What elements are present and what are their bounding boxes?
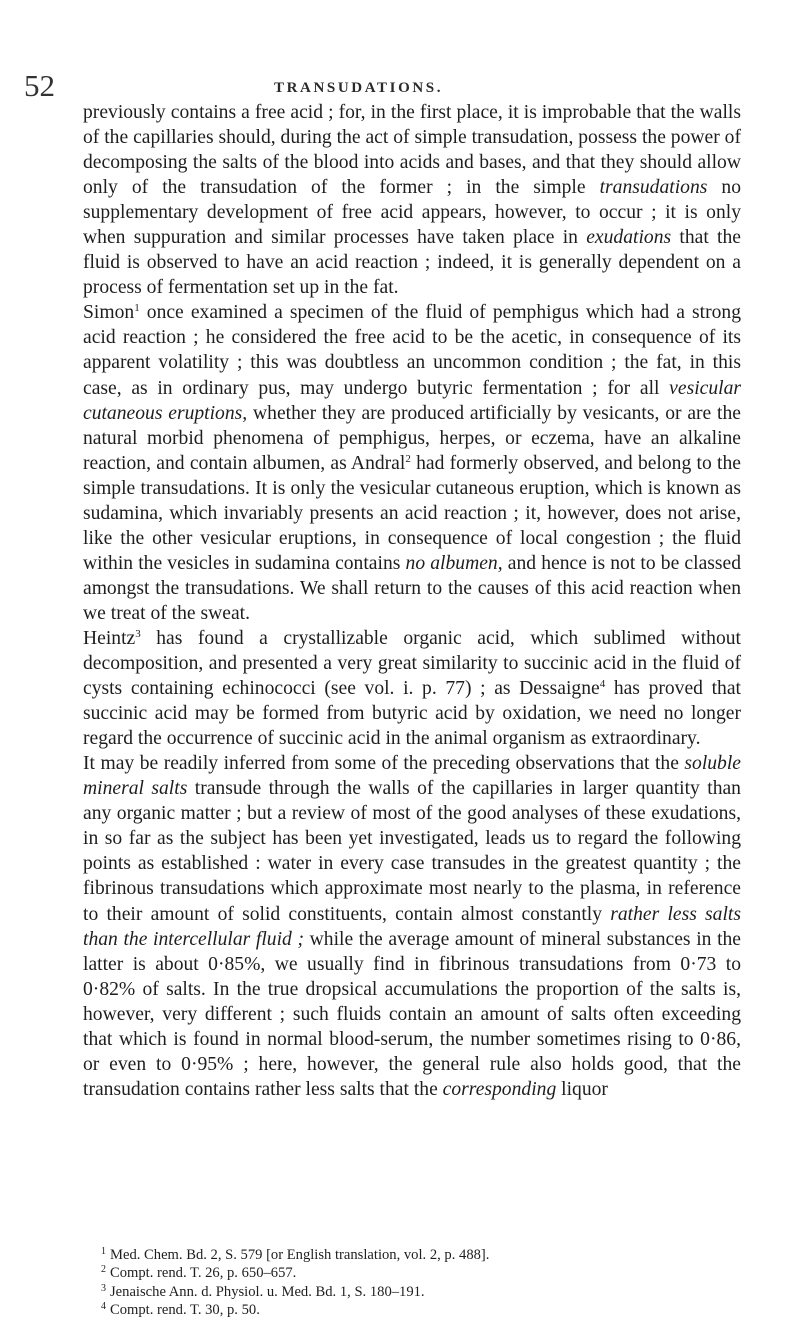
footnote [101,1283,741,1301]
footnote-number: 2 [101,1264,106,1276]
text-run: liquor [556,1078,608,1100]
italic-text: no albumen, [405,552,503,574]
text-run: previously contains a free acid ; for, in the first place, it is improbable that the walls of the capillaries should, during the act of simple transudation, possess the power of decomposing the salts of the blood into acids and bases, and that they should allow only of the transudation of the former ; in the simple [83,102,741,199]
footnote-text: Med. Chem. Bd. 2, S. 579 [or English translation, vol. 2, p. 488]. [110,1247,490,1263]
footnote-ref: 2 [405,452,411,465]
footnote [101,1246,741,1264]
running-title: TRANSUDATIONS. [274,80,444,96]
text-run: has proved that succinic acid may be formed from butyric acid by oxidation, we need no longer regard the occurrence of succinic acid in the animal organism as extraordinary. [83,678,741,750]
italic-text: rather less salts than the intercellular fluid ; [83,903,741,950]
footnote-text: Compt. rend. T. 30, p. 50. [110,1301,260,1318]
footnote [101,1301,741,1319]
paragraph [83,751,741,1102]
footnote-ref: 1 [134,302,140,315]
text-run: Heintz [83,627,136,649]
footnote-ref: 3 [135,627,141,640]
text-run: had formerly observed, and belong to the simple transudations. It is only the vesicular cutaneous eruption, which is known as sudamina, which invariably presents an acid reaction ; it, however, does not arise, like the other vesicular eruptions, in consequence of local congestion ; the fluid within the vesicles in sudamina contains [83,452,741,574]
paragraph [83,100,741,300]
text-run: It may be readily inferred from some of the preceding observations that the [83,753,685,775]
footnote-number: 1 [101,1246,106,1257]
footnote [101,1264,741,1282]
italic-text: transudations [599,177,708,199]
text-run: whether they are produced artificially by vesicants, or are the natural morbid phenomena of pemphigus, herpes, or eczema, have an alkaline reaction, and contain albumen, as Andral [83,402,741,474]
italic-text: exudations [586,227,672,249]
italic-text: vesicular cutaneous eruptions, [83,377,741,424]
page-number: 52 [24,68,55,103]
footnote-number: 4 [101,1300,106,1312]
text-run: transude through the walls of the capillaries in larger quantity than any organic matter ; but a review of most of the good analyses of these exudations, in so far as the subject has been yet investigated, leads us to regard the following points as established : water in every case transudes in the greatest quantity ; the fibrinous transudations which approximate most nearly to the plasma, in reference to their amount of solid constituents, contain almost constantly [83,778,741,925]
text-run: Simon [83,302,135,324]
footnote-text: Compt. rend. T. 26, p. 650–657. [110,1265,297,1282]
footnote-ref: 4 [599,678,606,691]
text-run: that the fluid is observed to have an acid reaction ; indeed, it is generally dependent on a process of fermentation set up in the fat. [83,227,741,299]
text-run: while the average amount of mineral substances in the latter is about 0·85%, we usually find in fibrinous transudations from 0·73 to 0·82% of salts. In the true dropsical accumulations the proportion of the salts is, however, very different ; such fluids contain an amount of salts often exceeding that which is found in normal blood-serum, the number sometimes rising to 0·86, or even to 0·95% ; here, however, the general rule also holds good, that the transudation contains rather less salts that the [83,928,742,1100]
text-run: no supplementary development of free acid appears, however, to occur ; it is only when suppuration and similar processes have taken place in [83,177,741,249]
paragraph [83,626,741,751]
text-run: has found a crystallizable organic acid, which sublimed without decomposition, and presented a very great similarity to succinic acid in the fluid of cysts containing echinococci (see vol. i. p. 77) ; as Dessaigne [83,627,741,700]
footnotes [101,1246,741,1319]
footnote-number: 3 [101,1282,106,1294]
italic-text: corresponding [442,1078,557,1100]
body-text [83,100,741,1102]
text-run: and hence is not to be classed amongst the transudations. We shall return to the causes of this acid reaction when we treat of the sweat. [83,552,742,624]
italic-text: soluble mineral salts [83,753,741,800]
running-head [0,68,800,104]
text-run: once examined a specimen of the fluid of pemphigus which had a strong acid reaction ; he considered the free acid to be the acetic, in consequence of its apparent volatility ; this was doubtless an uncommon condition ; the fat, in this case, as in ordinary pus, may undergo butyric fermentation ; for all [83,302,741,399]
paragraph [83,300,741,626]
footnote-text: Jenaische Ann. d. Physiol. u. Med. Bd. 1, S. 180–191. [110,1283,425,1300]
